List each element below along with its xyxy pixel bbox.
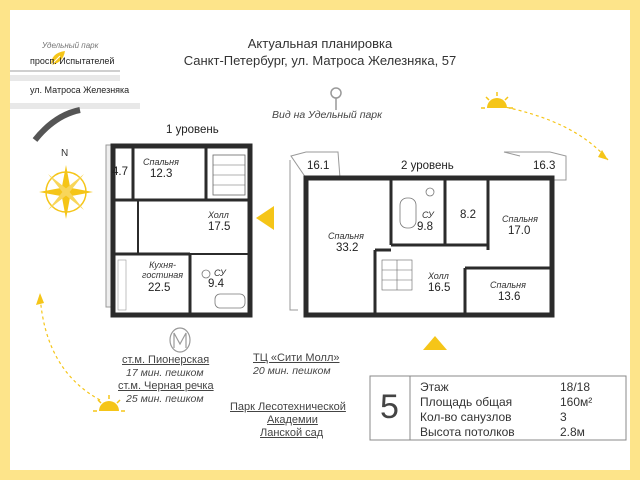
entrance-arrow-icon bbox=[256, 206, 274, 230]
plan-sheet bbox=[10, 10, 630, 470]
info-value: 2.8м bbox=[560, 425, 585, 439]
compass-rose-icon bbox=[39, 165, 93, 219]
mall-link[interactable]: ТЦ «Сити Молл» bbox=[253, 352, 340, 364]
room-name: Кухня- гостиная bbox=[142, 260, 184, 280]
park-link[interactable]: Парк Лесотехнической bbox=[230, 401, 346, 413]
entrance-arrow-icon bbox=[423, 336, 447, 350]
room-area: 9.4 bbox=[208, 278, 224, 290]
room-name: Холл bbox=[428, 271, 449, 281]
room-area: 22.5 bbox=[148, 282, 171, 294]
room-area: 8.2 bbox=[460, 209, 476, 221]
room-area: 13.6 bbox=[498, 291, 521, 303]
room-name: Спальня bbox=[490, 280, 526, 290]
park-label: Удельный парк bbox=[42, 41, 99, 50]
room-name: Спальня bbox=[143, 157, 179, 167]
mall-time: 20 мин. пешком bbox=[253, 365, 331, 377]
info-value: 160м² bbox=[560, 395, 593, 409]
room-name: СУ bbox=[214, 268, 226, 278]
info-label: Площадь общая bbox=[420, 395, 513, 409]
room-area: 17.0 bbox=[508, 225, 531, 237]
level-2-label: 2 уровень bbox=[401, 160, 454, 172]
street-line bbox=[10, 75, 120, 81]
metro-icon bbox=[170, 328, 190, 352]
room-name: Холл bbox=[208, 210, 229, 220]
address: Санкт-Петербург, ул. Матроса Железняка, 57 bbox=[183, 53, 457, 68]
park-link[interactable]: Академии bbox=[267, 414, 318, 426]
room-area: 17.5 bbox=[208, 221, 231, 233]
room-area: 9.8 bbox=[417, 221, 433, 233]
street-label: ул. Матроса Железняка bbox=[30, 85, 130, 95]
room-area: 16.3 bbox=[533, 160, 556, 172]
room-area: 33.2 bbox=[336, 242, 359, 254]
north-label: N bbox=[61, 148, 69, 159]
park-link[interactable]: Ланской сад bbox=[260, 427, 324, 439]
sun-icon bbox=[480, 90, 514, 119]
metro-link[interactable]: ст.м. Черная речка bbox=[118, 380, 214, 392]
room-name: Спальня bbox=[502, 214, 538, 224]
metro-time: 17 мин. пешком bbox=[126, 367, 204, 379]
sun-path-bottom bbox=[40, 295, 100, 400]
level-1-label: 1 уровень bbox=[166, 124, 219, 136]
room-area: 4.7 bbox=[112, 166, 128, 178]
info-label: Высота потолков bbox=[420, 425, 515, 439]
room-name: СУ bbox=[422, 210, 434, 220]
info-label: Этаж bbox=[420, 380, 449, 394]
location-pin-icon bbox=[331, 88, 341, 110]
metro-time: 25 мин. пешком bbox=[126, 393, 204, 405]
plan-number: 5 bbox=[380, 388, 399, 426]
street-curve bbox=[35, 110, 80, 140]
view-label: Вид на Удельный парк bbox=[272, 109, 383, 121]
room-area: 12.3 bbox=[150, 168, 173, 180]
metro-link[interactable]: ст.м. Пионерская bbox=[122, 354, 210, 366]
street-label: просп. Испытателей bbox=[30, 56, 115, 66]
info-value: 18/18 bbox=[560, 380, 591, 394]
page-title: Актуальная планировка bbox=[247, 36, 393, 51]
sun-arrow-icon bbox=[36, 293, 44, 305]
sun-icon bbox=[92, 393, 126, 422]
room-area: 16.5 bbox=[428, 282, 451, 294]
info-label: Кол-во санузлов bbox=[420, 410, 512, 424]
info-value: 3 bbox=[560, 410, 567, 424]
room-area: 16.1 bbox=[307, 160, 330, 172]
room-name: Спальня bbox=[328, 231, 364, 241]
